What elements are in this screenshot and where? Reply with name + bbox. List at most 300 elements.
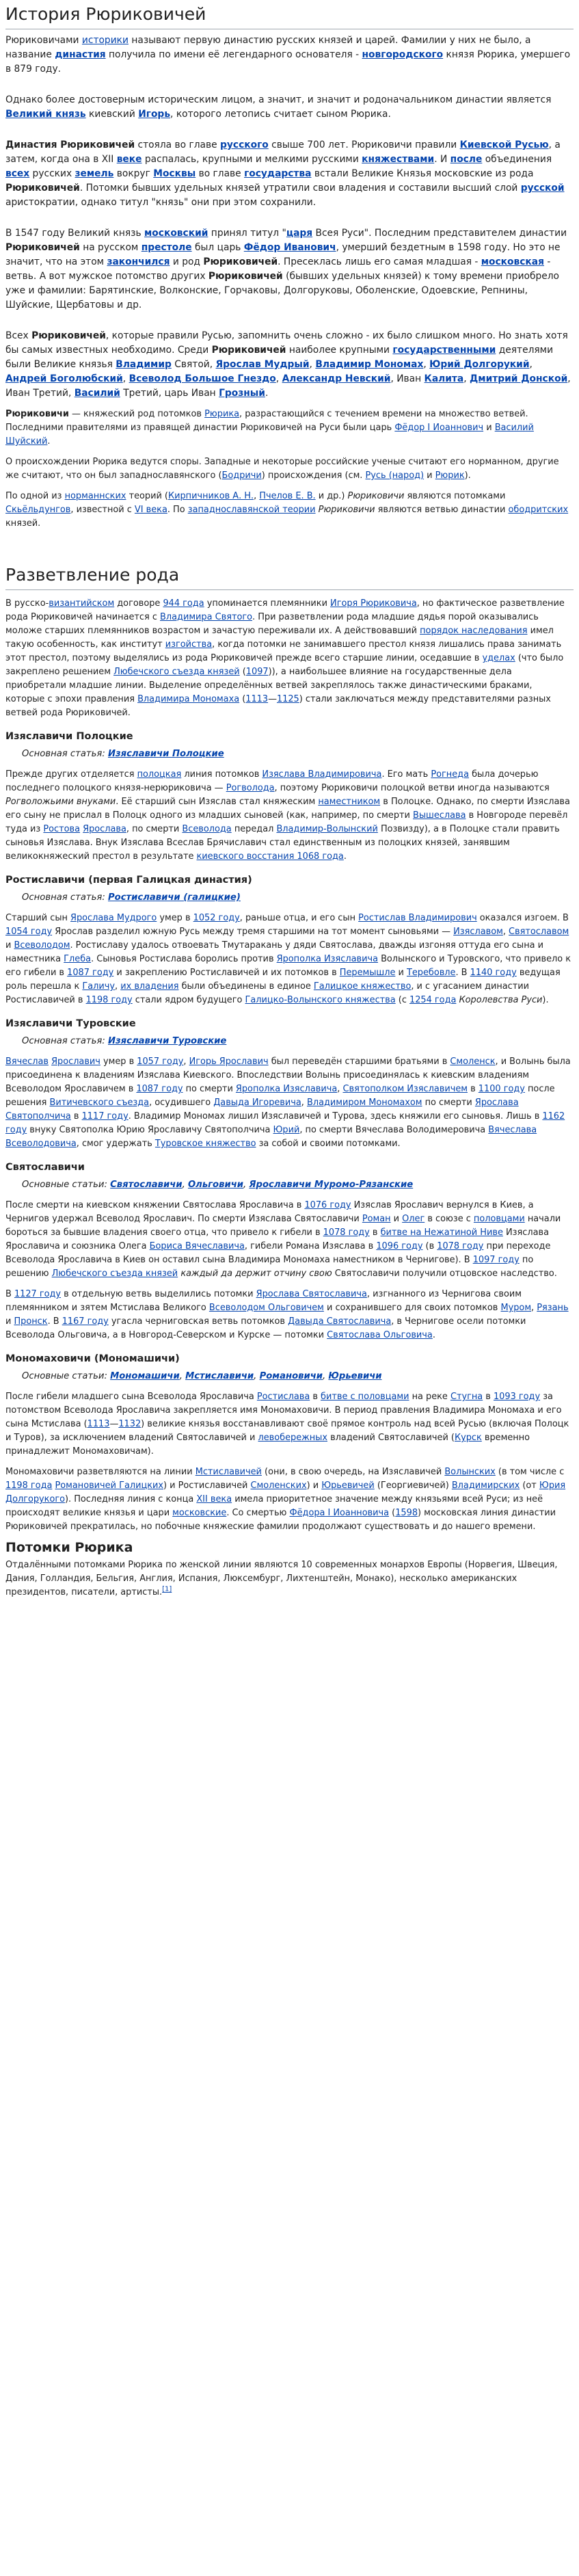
text-run: на реке xyxy=(409,1392,450,1402)
text-run: князей. xyxy=(5,518,41,529)
text-run: в xyxy=(369,1227,381,1238)
article-link[interactable]: Игорь xyxy=(138,109,171,120)
article-link[interactable]: Ярослава Мудрого xyxy=(70,913,157,923)
article-link[interactable]: московский xyxy=(144,228,208,239)
article-link[interactable]: Игорь Ярославич xyxy=(189,1057,269,1067)
article-link[interactable]: Великий князь xyxy=(5,109,86,120)
article-link[interactable]: 1057 году xyxy=(137,1057,184,1067)
article-link[interactable]: Вячеслав xyxy=(5,1057,49,1067)
article-link[interactable]: Фёдор Иванович xyxy=(243,242,336,253)
article-link[interactable]: наместником xyxy=(318,797,381,807)
article-link[interactable]: Ярополка Изяславича xyxy=(276,954,378,964)
text-run: и xyxy=(5,940,14,951)
article-link[interactable]: Ростислав Владимирович xyxy=(358,913,477,923)
article-link[interactable]: 1198 года xyxy=(5,1480,53,1491)
text-run: были объединены в единое xyxy=(178,981,314,992)
text-run: временно принадлежит Мономаховичам). xyxy=(5,1433,530,1457)
text-run: , гибели Романа Изяслава в xyxy=(244,1241,377,1251)
polotsk-paragraph xyxy=(5,768,574,864)
article-link[interactable]: Муром xyxy=(500,1303,532,1313)
article-link[interactable]: Владимирских xyxy=(451,1480,520,1491)
article-link[interactable]: 1096 году xyxy=(376,1241,423,1251)
text-run: )), а наибольшее влияние на государственные дела приобретали младшие линии. Выделение определённых ветвей закреплялось также династическими браками, которые с эпохи правления xyxy=(5,667,533,704)
article-link[interactable]: царя xyxy=(286,228,313,239)
article-link[interactable]: Бодричи xyxy=(221,470,262,481)
article-link[interactable]: Юрьевичей xyxy=(321,1480,375,1491)
italic-term: Рогволожьими внуками xyxy=(5,797,116,807)
article-link[interactable]: Роман xyxy=(362,1214,391,1224)
text-run: , осудившего xyxy=(149,1098,214,1108)
text-run: ) московская линия династии Рюриковичей прекратилась, но побочные княжеские фамилии продолжают существовать и до нашего времени. xyxy=(5,1508,556,1532)
article-link[interactable]: уделах xyxy=(482,653,515,663)
bold-term: Рюриковичей xyxy=(31,330,106,341)
text-run: Изяслава Ярославича и союзника Олега xyxy=(5,1227,549,1251)
article-link[interactable]: Смоленск xyxy=(450,1057,496,1067)
text-run: (они, в свою очередь, на Изяславичей xyxy=(261,1467,445,1477)
article-link[interactable]: Дмитрий Донской xyxy=(470,373,568,384)
article-link[interactable]: Туровское княжество xyxy=(154,1139,256,1149)
text-run: , известной с xyxy=(70,505,135,515)
article-link[interactable]: княжествами xyxy=(362,154,435,165)
text-run: и род xyxy=(170,256,204,267)
text-run: , в Чернигове осели потомки Всеволода Ольговича, а в Новгород-Северском и Курске — потомки xyxy=(5,1316,526,1340)
text-run: После смерти на киевском княжении Святослава Ярославича в xyxy=(5,1200,305,1210)
article-link[interactable]: 1100 году xyxy=(478,1084,525,1094)
text-run: в Полоцке. Однако, по смерти Изяслава его сыну не прислал в Полоцк одного из младших сыновей (как, например, по смерти xyxy=(5,797,570,821)
article-link[interactable]: 1162 году xyxy=(5,1111,565,1135)
text-run: князя Рюрика, умершего в 879 году. xyxy=(5,49,571,75)
article-link[interactable]: Ярослав Мудрый xyxy=(215,359,310,370)
article-link[interactable]: битве с половцами xyxy=(321,1392,409,1402)
article-link[interactable]: Василий Шуйский xyxy=(5,423,534,447)
bold-term: Династия Рюриковичей xyxy=(5,140,135,150)
article-link[interactable]: Владимир xyxy=(116,359,172,370)
text-run: ) происхождения (см. xyxy=(261,470,366,481)
text-run: , по смерти Вячеслава Володимеровича xyxy=(299,1125,489,1135)
text-run: угасла черниговская ветвь потомков xyxy=(108,1316,288,1327)
article-link[interactable]: Калита xyxy=(424,373,464,384)
text-run: Отдалёнными потомками Рюрика по женской линии являются 10 современных монархов Европы (Норвегия, Швеция, Дания, Голландия, Бельгия, Англия, Испания, Люксембург, Лихтенштейн, Монако), несколько американских президентов, писатели, артисты. xyxy=(5,1560,558,1597)
separator: , xyxy=(182,1180,188,1190)
bold-term: Рюриковичей xyxy=(5,242,80,253)
article-link[interactable]: Галицко-Волынского княжества xyxy=(245,995,396,1005)
intro-paragraph-4 xyxy=(5,226,574,313)
article-link[interactable]: Александр Невский xyxy=(282,373,391,384)
italic-term: Рюриковичи xyxy=(347,491,405,501)
text-run: теорий ( xyxy=(126,491,168,501)
hatnote-link[interactable]: Ростиславичи (галицкие) xyxy=(107,892,241,903)
text-run: киевский xyxy=(85,109,139,120)
text-run: (от xyxy=(520,1480,539,1491)
text-run: ). xyxy=(542,995,549,1005)
article-link[interactable]: византийском xyxy=(49,598,115,609)
italic-term: каждый да держит отчину свою xyxy=(180,1269,332,1279)
text-run: . Ростиславу удалось отвоевать Тмутаракань у дяди Святослава, дважды изгоняя оттуда его сына и наместника xyxy=(5,940,544,964)
article-link[interactable]: 1054 году xyxy=(5,927,53,937)
text-run: , изгнанного из Чернигова своим племянником и зятем Мстислава Великого xyxy=(5,1289,522,1313)
text-run: умер в xyxy=(157,913,193,923)
article-link[interactable]: 1140 году xyxy=(470,968,517,978)
article-link[interactable]: Фёдор I Иоаннович xyxy=(394,423,484,433)
text-run: , Иван xyxy=(390,373,425,384)
text-run: имел такую особенность, как институт xyxy=(5,626,554,650)
article-link[interactable]: Ярославич xyxy=(51,1057,100,1067)
page-title: История Рюриковичей xyxy=(5,4,574,29)
article-link[interactable]: Волынских xyxy=(444,1467,496,1477)
footnote-link[interactable]: [1] xyxy=(162,1585,172,1593)
article-link[interactable]: государственными xyxy=(392,345,496,356)
text-run: . Сыновья Ростислава боролись против xyxy=(91,954,277,964)
article-link[interactable]: Рогнеда xyxy=(431,769,469,780)
text-run: Мономаховичи разветвляются на линии xyxy=(5,1467,196,1477)
article-link[interactable]: Бориса Вячеславича xyxy=(149,1241,245,1251)
article-link[interactable]: Глеба xyxy=(64,954,92,964)
svyatoslavichi-paragraph-2 xyxy=(5,1288,574,1342)
article-link[interactable]: Киевской Русью xyxy=(459,140,549,150)
hatnote-link[interactable]: Романовичи xyxy=(259,1371,323,1381)
article-link[interactable]: Ярослава xyxy=(83,824,126,834)
article-link[interactable]: Всеволодом xyxy=(14,940,70,951)
text-run: и xyxy=(390,1214,403,1224)
hatnote-polotsk xyxy=(22,747,574,761)
article-link[interactable]: земель xyxy=(75,168,114,179)
article-link[interactable]: Ярослава Святополчича xyxy=(5,1098,519,1121)
article-link[interactable]: 1598 xyxy=(395,1508,418,1518)
text-run: , xyxy=(531,1303,537,1313)
article-link[interactable]: Всеволода xyxy=(182,824,232,834)
text-run: в xyxy=(70,1111,82,1121)
article-link[interactable]: Любечского съезда князей xyxy=(113,667,240,677)
article-link[interactable]: левобережных xyxy=(258,1433,327,1443)
hatnote-link[interactable]: Ярославичи Муромо-Рязанские xyxy=(249,1180,414,1190)
article-link[interactable]: Святослава Ольговича xyxy=(327,1330,433,1340)
article-link[interactable]: Владимир Мономах xyxy=(315,359,424,370)
article-link[interactable]: западнославянской теории xyxy=(187,505,316,515)
article-link[interactable]: Изяславом xyxy=(453,927,503,937)
hatnote-link[interactable]: Святославичи xyxy=(110,1180,183,1190)
article-link[interactable]: Ярослава Святославича xyxy=(256,1289,367,1299)
text-run: после решения xyxy=(5,1084,555,1108)
text-run: за собой и своими потомками. xyxy=(256,1139,401,1149)
hatnote-link[interactable]: Изяславичи Туровские xyxy=(107,1036,227,1046)
text-run: ) великие князья восстанавливают своё прямое контроль над всей Русью (включая Полоцк и Туров), за исключением владений Святославичей и xyxy=(5,1419,569,1443)
text-run: стали ядром будущего xyxy=(132,995,245,1005)
text-run: Всех xyxy=(5,330,32,341)
article-link[interactable]: всех xyxy=(5,168,30,179)
text-run: (в xyxy=(422,1241,437,1251)
text-run: , раньше отца, и его сын xyxy=(239,913,359,923)
text-run: объединения xyxy=(482,154,552,165)
hatnote-link[interactable]: Изяславичи Полоцкие xyxy=(107,749,224,759)
intro-paragraph-1 xyxy=(5,34,574,77)
separator: , xyxy=(179,1371,186,1381)
article-link[interactable]: Владимира Мономаха xyxy=(137,694,240,704)
article-link[interactable]: Грозный xyxy=(219,388,265,399)
article-link[interactable]: Скьёльдунгов xyxy=(5,505,71,515)
article-link[interactable]: 1093 году xyxy=(493,1392,541,1402)
article-link[interactable]: веке xyxy=(116,154,142,165)
svyatoslavichi-paragraph-1 xyxy=(5,1199,574,1281)
text-run: , но фактическое разветвление рода Рюриковичей начинается с xyxy=(5,598,565,622)
article-link[interactable]: XII века xyxy=(196,1494,232,1504)
text-run: умер в xyxy=(100,1057,137,1067)
article-link[interactable]: Юрия Долгорукого xyxy=(5,1480,566,1504)
article-link[interactable]: VI века xyxy=(134,505,167,515)
text-run: . И xyxy=(434,154,450,165)
article-link[interactable]: новгородского xyxy=(362,49,444,60)
article-link[interactable]: Давыда Святославича xyxy=(288,1316,392,1327)
text-run: — княжеский род потомков xyxy=(68,409,205,419)
subsection-heading-rostislavichi: Ростиславичи (первая Галицкая династия) xyxy=(5,875,252,886)
article-link[interactable]: Рязань xyxy=(537,1303,569,1313)
article-link[interactable]: 944 года xyxy=(163,598,204,609)
text-run: оказался изгоем. В xyxy=(476,913,569,923)
article-link[interactable]: Галичу xyxy=(82,981,116,992)
article-link[interactable]: Ростислава xyxy=(256,1392,310,1402)
intro-paragraph-8 xyxy=(5,490,574,531)
article-link[interactable]: Пронск xyxy=(14,1316,48,1327)
subsection-heading-turov: Изяславичи Туровские xyxy=(5,1018,136,1029)
text-run: ( xyxy=(389,1508,396,1518)
text-run: аристократии, однако титул "князь" они при этом сохранили. xyxy=(5,197,317,208)
article-link[interactable]: Курск xyxy=(454,1433,482,1443)
article-link[interactable]: Давыда Игоревича xyxy=(213,1098,301,1108)
text-run: линия потомков xyxy=(181,769,262,780)
text-run: , по смерти xyxy=(126,824,183,834)
text-run: В русско- xyxy=(5,598,49,609)
article-link[interactable]: 1078 году xyxy=(437,1241,484,1251)
article-link[interactable]: Смоленских xyxy=(250,1480,307,1491)
separator: , xyxy=(243,1180,250,1190)
article-link[interactable]: закончился xyxy=(107,256,170,267)
article-link[interactable]: 1113 xyxy=(245,694,269,704)
separator: , xyxy=(254,1371,260,1381)
text-run: в отдельную ветвь выделились потомки xyxy=(61,1289,256,1299)
article-link[interactable]: Юрий xyxy=(273,1125,300,1135)
hatnote-link[interactable]: Ольговичи xyxy=(187,1180,243,1190)
text-run: — xyxy=(109,1419,119,1429)
text-run: По одной из xyxy=(5,491,65,501)
article-link[interactable]: Владимир-Волынский xyxy=(276,824,378,834)
text-run: О происхождении Рюрика ведутся споры. Западные и некоторые российские ученые считают его норманном, другие же считают, что он был западнославянского ( xyxy=(5,457,559,481)
article-link[interactable]: Рюрик xyxy=(435,470,465,481)
article-link[interactable]: Юрий Долгорукий xyxy=(429,359,530,370)
text-run: , xyxy=(463,373,470,384)
hatnote-rostislavichi xyxy=(22,891,574,905)
subsection-heading-svyatoslavichi: Святославичи xyxy=(5,1162,85,1173)
text-run: . Её старший сын Изяслав стал княжеским xyxy=(116,797,319,807)
article-link[interactable]: 1097 xyxy=(245,667,269,677)
text-run: В 1547 году Великий князь xyxy=(5,228,145,239)
text-run: (бывших удельных князей) к тому времени приобрело уже и фамилии: Барятинские, Волконские, Горчаковы, Долгоруковы, Оболенские, Одоевские, Репнины, Шуйские, Щербатовы и др. xyxy=(5,271,559,310)
hatnote-links xyxy=(110,1371,381,1381)
article-link[interactable]: Вячеслава Всеволодовича xyxy=(5,1125,537,1149)
article-link[interactable]: Мстиславичей xyxy=(195,1467,262,1477)
article-link[interactable]: Романовичей Галицких xyxy=(55,1480,164,1491)
article-link[interactable]: 1087 году xyxy=(67,968,114,978)
article-link[interactable]: ободритских xyxy=(508,505,569,515)
article-link[interactable]: историки xyxy=(81,35,129,46)
text-run: и xyxy=(424,470,435,481)
article-link[interactable]: 1167 году xyxy=(62,1316,109,1327)
article-link[interactable]: 1254 года xyxy=(409,995,457,1005)
text-run: (Георгиевичей) xyxy=(374,1480,452,1491)
article-link[interactable]: Москвы xyxy=(153,168,196,179)
article-link[interactable]: половцами xyxy=(473,1214,525,1224)
article-link[interactable]: Игоря Рюриковича xyxy=(330,598,417,609)
text-run: принял титул " xyxy=(208,228,286,239)
article-link[interactable]: Ярополка Изяславича xyxy=(235,1084,338,1094)
section-heading-descendants: Потомки Рюрика xyxy=(5,1540,133,1555)
article-link[interactable]: 1097 году xyxy=(472,1255,520,1265)
text-run: и xyxy=(483,423,495,433)
hatnote-link[interactable]: Мстиславичи xyxy=(185,1371,254,1381)
text-run: вокруг xyxy=(113,168,154,179)
article-link[interactable]: Рюрика xyxy=(204,409,240,419)
article-link[interactable]: киевского восстания 1068 года xyxy=(196,851,344,862)
article-link[interactable]: 1052 году xyxy=(193,913,240,923)
hatnote-link[interactable]: Юрьевичи xyxy=(328,1371,382,1381)
text-run: за потомством Всеволода Ярославича закрепляется имя Мономаховичи. В период правления Владимира Мономаха и его сына Мстислава ( xyxy=(5,1392,562,1429)
text-run: . Потомки бывших удельных князей утратили свои владения и составили высший слой xyxy=(79,183,521,194)
text-run: Однако более достоверным историческим лицом, а значит, и значит и родоначальником династии является xyxy=(5,94,552,105)
article-link[interactable]: Владимира Святого xyxy=(160,612,253,622)
article-link[interactable]: русской xyxy=(520,183,565,194)
italic-term: Королевства Руси xyxy=(459,995,543,1005)
article-link[interactable]: Витичевского съезда xyxy=(49,1098,150,1108)
hatnote-turov xyxy=(22,1035,574,1048)
article-link[interactable]: Рогволода xyxy=(226,783,275,793)
article-link[interactable]: битве на Нежатиной Ниве xyxy=(380,1227,503,1238)
article-link[interactable]: 1198 году xyxy=(85,995,133,1005)
article-link[interactable]: государства xyxy=(244,168,312,179)
article-link[interactable]: 1078 году xyxy=(323,1227,370,1238)
article-link[interactable]: 1125 xyxy=(276,694,299,704)
article-link[interactable]: 1127 году xyxy=(14,1289,62,1299)
article-link[interactable]: Ростова xyxy=(43,824,81,834)
text-run: , поэтому Рюриковичи полоцкой ветви иногда называются xyxy=(274,783,550,793)
article-link[interactable]: 1113 xyxy=(87,1419,110,1429)
text-run: - ветвь. А вот мужское потомство других xyxy=(5,256,551,282)
article-link[interactable]: изгойства xyxy=(165,639,213,650)
text-run: и xyxy=(5,1316,14,1327)
article-link[interactable]: Святополком Изяславичем xyxy=(342,1084,468,1094)
article-link[interactable]: Всеволодом Ольговичем xyxy=(208,1303,324,1313)
rostislavichi-paragraph xyxy=(5,912,574,1007)
article-link[interactable]: их владения xyxy=(120,981,179,992)
hatnote-link[interactable]: Мономашичи xyxy=(110,1371,180,1381)
text-run: являются потомками xyxy=(404,491,506,501)
text-run: в Новгороде перевёл туда из xyxy=(5,810,568,834)
text-run: Ярослав разделил южную Русь между тремя старшими на тот момент сыновьями — xyxy=(52,927,454,937)
article-link[interactable]: русского xyxy=(220,140,269,150)
text-run: . xyxy=(343,851,347,862)
text-run: , xyxy=(254,491,260,501)
article-link[interactable]: норманнских xyxy=(64,491,126,501)
article-link[interactable]: династия xyxy=(55,49,106,60)
text-run: при переходе Всеволода Ярославича в Киев он оставил сына Владимира Мономаха наместником в Чернигове). В xyxy=(5,1241,551,1265)
article-link[interactable]: Изяслава Владимировича xyxy=(262,769,382,780)
article-link[interactable]: 1087 году xyxy=(136,1084,183,1094)
monomakhovichi-paragraph-1 xyxy=(5,1390,574,1459)
monomakhovichi-paragraph-2 xyxy=(5,1465,574,1534)
text-run: свыше 700 лет. Рюриковичи правили xyxy=(268,140,460,150)
article-link[interactable]: Олег xyxy=(402,1214,425,1224)
text-run: деятелями были Великие князья xyxy=(5,345,554,370)
article-link[interactable]: Русь (народ) xyxy=(365,470,425,481)
bold-term: Рюриковичей xyxy=(5,183,80,194)
article-link[interactable]: 1117 году xyxy=(81,1111,129,1121)
text-run: . По xyxy=(167,505,188,515)
article-link[interactable]: Галицкое княжество xyxy=(313,981,412,992)
text-run: , умерший бездетным в 1598 году. Но это не значит, что на этом xyxy=(5,242,561,267)
text-run: . xyxy=(47,436,51,447)
article-link[interactable]: Святославом xyxy=(509,927,569,937)
article-link[interactable]: Кирпичников А. Н. xyxy=(167,491,254,501)
text-run: , и с угасанием династии Ростиславичей в xyxy=(5,981,530,1005)
text-run: . В xyxy=(47,1316,62,1327)
text-run: . xyxy=(265,388,269,399)
descendants-paragraph xyxy=(5,1558,574,1599)
article-link[interactable]: порядок наследования xyxy=(420,626,528,636)
article-link[interactable]: Перемышле xyxy=(339,968,396,978)
article-link[interactable]: 1132 xyxy=(118,1419,142,1429)
text-run: — xyxy=(268,694,277,704)
text-run: , xyxy=(337,1084,343,1094)
text-run: , xyxy=(183,1057,189,1067)
article-link[interactable]: московская xyxy=(481,256,544,267)
article-link[interactable]: Теребовле xyxy=(406,968,456,978)
text-run: . Со смертью xyxy=(226,1508,290,1518)
text-run: русских xyxy=(29,168,75,179)
article-link[interactable]: Василий xyxy=(74,388,120,399)
article-link[interactable]: Андрей Боголюбский xyxy=(5,373,123,384)
article-link[interactable]: Любечского съезда князей xyxy=(51,1269,178,1279)
text-run: был переведён старшими братьями в xyxy=(268,1057,450,1067)
article-link[interactable]: полоцкая xyxy=(137,769,182,780)
article-link[interactable]: 1076 году xyxy=(304,1200,351,1210)
article-link[interactable]: Стугна xyxy=(450,1392,483,1402)
article-link[interactable]: Фёдора I Иоанновича xyxy=(289,1508,390,1518)
article-link[interactable]: Всеволод Большое Гнездо xyxy=(129,373,276,384)
text-run: Прежде других отделяется xyxy=(5,769,137,780)
text-run: Рюриковичами xyxy=(5,35,82,46)
article-link[interactable]: Вышеслава xyxy=(413,810,466,821)
article-link[interactable]: московские xyxy=(172,1508,227,1518)
article-link[interactable]: Владимиром Мономахом xyxy=(307,1098,422,1108)
article-link[interactable]: престоле xyxy=(141,242,192,253)
text-run: Святой, xyxy=(171,359,216,370)
hatnote-prefix: Основная статья: xyxy=(22,749,108,759)
text-run: , Иван Третий, xyxy=(5,373,571,399)
text-run: встали Великие Князья московские из рода xyxy=(311,168,534,179)
text-run: ) стали заключаться между представителями разных ветвей рода Рюриковичей. xyxy=(5,694,551,718)
text-run: (с xyxy=(395,995,409,1005)
article-link[interactable]: Пчелов Е. В. xyxy=(259,491,316,501)
text-run: называют первую династию русских князей и царей. Фамилии у них не было, а название xyxy=(5,35,531,60)
bold-term: Рюриковичей xyxy=(203,256,278,267)
hatnote-svyatoslavichi xyxy=(22,1178,574,1192)
text-run: После гибели младшего сына Всеволода Ярославича xyxy=(5,1392,257,1402)
text-run: , xyxy=(502,927,509,937)
article-link[interactable]: после xyxy=(450,154,483,165)
hatnote-prefix: Основная статья: xyxy=(22,892,108,903)
hatnote-links xyxy=(110,1180,413,1190)
footnote-marker xyxy=(162,1586,172,1593)
intro-paragraph-6 xyxy=(5,408,574,449)
text-run: , разрастающийся с течением времени на множество ветвей. Последними правителями из правящей династии Рюриковичей на Руси были царь xyxy=(5,409,528,433)
text-run: была дочерью последнего полоцкого князя-нерюриковича — xyxy=(5,769,539,793)
